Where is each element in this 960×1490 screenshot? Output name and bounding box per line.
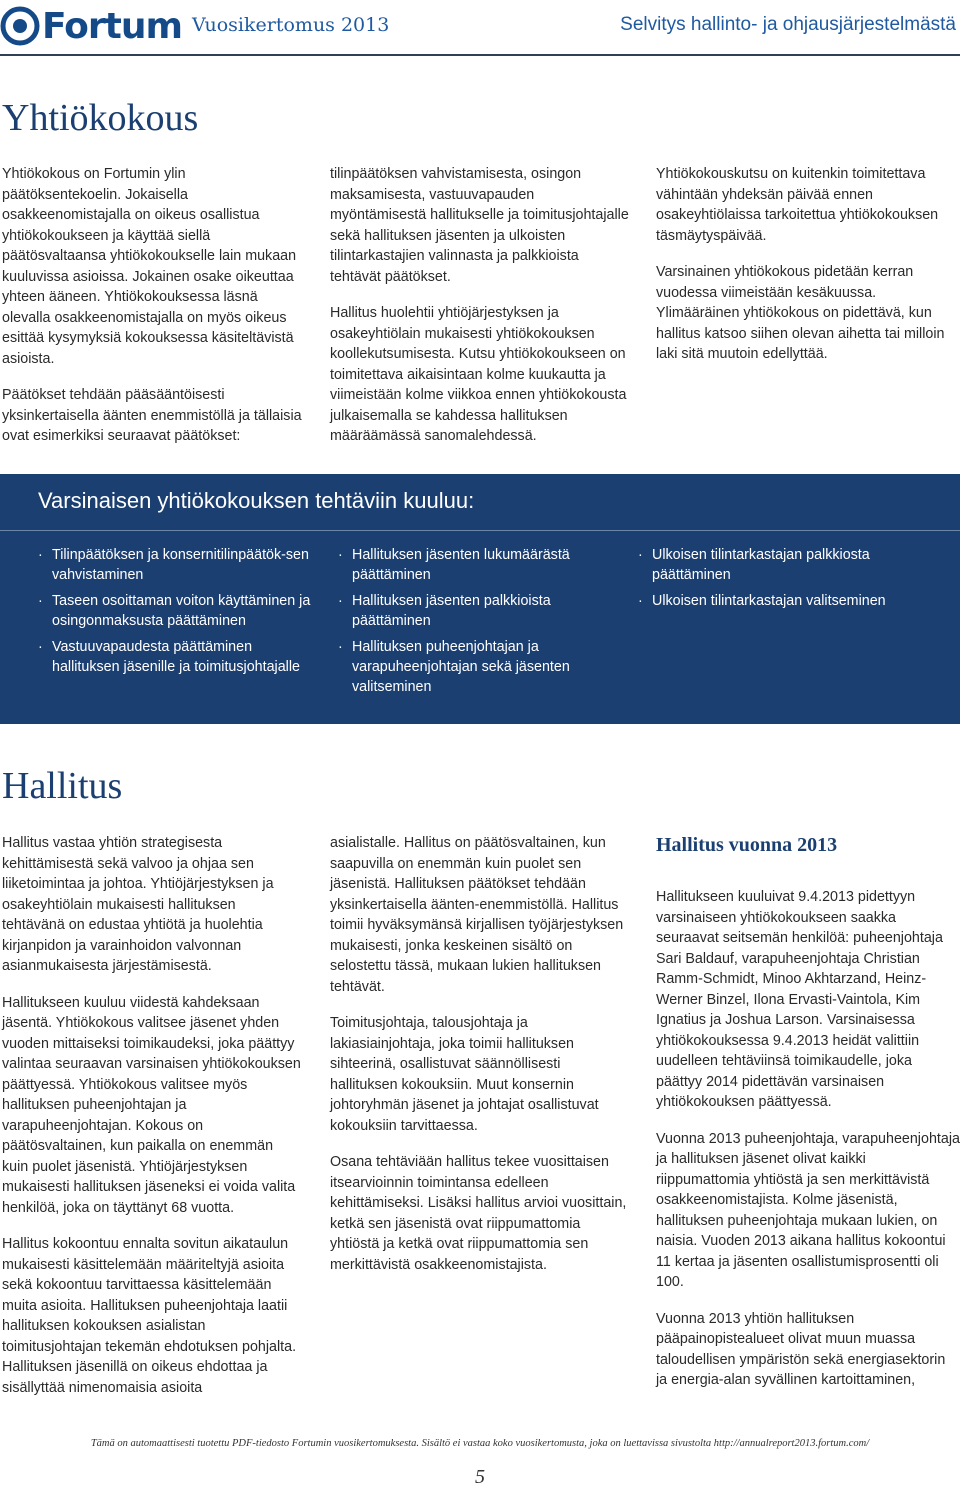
paragraph: Hallitus kokoontuu ennalta sovitun aikataulun mukaisesti käsittelemään määriteltyjä asioita sekä kokoontuu tarvittaessa käsittelemään muita asioita. Hallituksen puheenjohtaja laatii hallituksen kokouksen asialistan toimitusjohtajan tekemän ehdotuksen pohjalta. Hallituksen jäsenillä on oikeus ehdottaa ja sisällyttää nimenomaisia asioita xyxy=(2,1236,297,1396)
paragraph: Yhtiökokous on Fortumin ylin päätöksentekoelin. Jokaisella osakkeenomistajalla on oikeus osallistua yhtiökokoukseen ja käyttää siellä päätösvaltaansa yhtiökokoukselle lain mukaan kuuluvissa asioissa. Jokainen osake oikeuttaa yhteen ääneen. Yhtiökokouksessa läsnä olevalla osakkeenomistajalla on myös oikeus esittää kysymyksiä kokouksessa käsiteltävistä asioista. xyxy=(2,166,297,367)
fortum-logo xyxy=(0,4,182,48)
paragraph: Yhtiökokouskutsu on kuitenkin toimitettava vähintään yhdeksän päivää ennen osakeyhtiölaissa tarkoitettua yhtiökokouksen täsmäytyspäivää. xyxy=(656,166,939,244)
board-2013-heading: Hallitus vuonna 2013 xyxy=(656,834,838,856)
footer-note: Tämä on automaattisesti tuotettu PDF-tiedosto Fortumin vuosikertomuksesta. Sisältö ei vastaa koko vuosikertomusta, joka on luettavissa sivustolta http://annualreport2013.fortum.com/ xyxy=(90,1438,870,1449)
paragraph: Varsinainen yhtiökokous pidetään kerran vuodessa viimeistään kesäkuussa. Ylimääräinen yhtiökokous on pidettävä, kun hallitus katsoo siihen olevan aihetta tai milloin laki sitä muutoin edellyttää. xyxy=(656,264,945,362)
list-item: · Ulkoisen tilintarkastajan palkkiosta päättäminen xyxy=(638,545,938,585)
list-item: · Hallituksen jäsenten palkkioista päättäminen xyxy=(338,591,603,631)
fortum-logo-icon xyxy=(0,6,40,46)
paragraph: Päätökset tehdään pääsääntöisesti yksinkertaisella äänten enemmistöllä ja tällaisia ovat esimerkiksi seuraavat päätökset: xyxy=(2,387,302,444)
board-heading: Hallitus xyxy=(2,765,123,807)
list-item: · Tilinpäätöksen ja konsernitilinpäätök-sen vahvistaminen xyxy=(38,545,313,585)
paragraph: tilinpäätöksen vahvistamisesta, osingon maksamisesta, vastuuvapauden myöntämisestä hallitukselle ja toimitusjohtajalle sekä hallituksen jäsenten ja ulkoisten tilintarkastajien valinnasta ja palkkioista tehtävät päätökset. xyxy=(330,166,629,285)
report-title: Vuosikertomus 2013 xyxy=(192,14,390,36)
duties-list-2 xyxy=(338,545,603,703)
agm-column-1 xyxy=(2,164,302,463)
page-number: 5 xyxy=(475,1466,485,1488)
duties-list-1 xyxy=(38,545,313,683)
paragraph: Vuonna 2013 yhtiön hallituksen pääpainopistealueet olivat muun muassa taloudellisen ympäristön sekä energiasektorin ja energia-alan syvällinen kartoittaminen, xyxy=(656,1310,946,1388)
list-item: · Hallituksen puheenjohtajan ja varapuheenjohtajan sekä jäsenten valitseminen xyxy=(338,637,603,697)
duties-list-3 xyxy=(638,545,938,617)
logo-wordmark: Fortum xyxy=(42,5,182,47)
list-item: · Ulkoisen tilintarkastajan valitseminen xyxy=(638,591,938,611)
board-column-2 xyxy=(330,833,630,1291)
paragraph: Hallitus huolehtii yhtiöjärjestyksen ja osakeyhtiölain mukaisesti yhtiökokouksen koollekutsumisesta. Kutsu yhtiökokoukseen on toimitettava aikaisintaan kolme kuukautta ja viimeistään kolme viikkoa ennen yhtiökokousta julkaisemalla se kahdessa hallituksen määräämässä sanomalehdessä. xyxy=(330,305,627,444)
paragraph: asialistalle. Hallitus on päätösvaltainen, kun saapuvilla on enemmän kuin puolet sen jäsenistä. Hallituksen päätökset tehdään yksinkertaisella äänten-enemmistöllä. Hallitus toimii hyväksymänsä kirjallisen työjärjestyksen mukaisesti, jonka keskeinen sisältö on selostettu tässä, mukaan lukien hallituksen tehtävät. xyxy=(330,835,624,995)
paragraph: Hallitukseen kuuluu viidestä kahdeksaan jäsentä. Yhtiökokous valitsee jäsenet yhden vuoden mittaiseksi toimikaudeksi, joka päättyy valintaa seuraavan varsinaisen yhtiökokouksen päättyessä. Yhtiökokous valitsee myös hallituksen puheenjohtajan ja varapuheenjohtajan. Kokous on päätösvaltainen, kun paikalla on enemmän kuin puolet jäsenistä. Yhtiöjärjestyksen mukaisesti hallituksen jäseneksi ei voida valita henkilöä, joka on täyttänyt 68 vuotta. xyxy=(2,994,301,1216)
board-column-3 xyxy=(656,887,960,1407)
list-item: · Hallituksen jäsenten lukumäärästä päättäminen xyxy=(338,545,603,585)
list-item: · Vastuuvapaudesta päättäminen hallituksen jäsenille ja toimitusjohtajalle xyxy=(38,637,313,677)
agm-column-2 xyxy=(330,164,632,463)
header-divider xyxy=(0,54,960,56)
agm-duties-title: Varsinaisen yhtiökokouksen tehtäviin kuuluu: xyxy=(38,488,475,513)
box-divider xyxy=(0,530,960,531)
agm-heading: Yhtiökokous xyxy=(2,97,199,139)
paragraph: Toimitusjohtaja, talousjohtaja ja lakiasiainjohtaja, joka toimii hallituksen sihteerinä, osallistuvat säännöllisesti hallituksen kokouksiin. Muut konsernin johtoryhmän jäsenet ja johtajat osallistuvat kokouksiin tarvittaessa. xyxy=(330,1015,599,1134)
paragraph: Osana tehtäviään hallitus tekee vuosittaisen itsearvioinnin toimintansa edelleen kehittämiseksi. Lisäksi hallitus arvioi vuosittain, ketkä sen jäsenistä ovat riippumattomia yhtiöstä ja ketkä ovat riippumattomia sen merkittävistä osakkeenomistajista. xyxy=(330,1154,627,1273)
paragraph: Hallitus vastaa yhtiön strategisesta kehittämisestä sekä valvoo ja ohjaa sen liiketoimintaa ja johtoa. Yhtiöjärjestyksen ja osakeyhtiölain mukaisesti hallituksen tehtävänä on edustaa yhtiötä ja huolehtia kirjanpidon ja varainhoidon valvonnan asianmukaisesta järjestämisestä. xyxy=(2,835,274,974)
list-item: · Taseen osoittaman voiton käyttäminen ja osingonmaksusta päättäminen xyxy=(38,591,313,631)
paragraph: Vuonna 2013 puheenjohtaja, varapuheenjohtaja ja hallituksen jäsenet olivat kaikki riippumattomia yhtiöstä ja sen merkittävistä osakkeenomistajista. Kolme jäsenistä, hallituksen puheenjohtaja mukaan lukien, on naisia. Vuoden 2013 aikana hallitus kokoontui 11 kertaa ja jäsenten osallistumisprosentti oli 100. xyxy=(656,1130,960,1290)
paragraph: Hallitukseen kuuluivat 9.4.2013 pidettyyn varsinaiseen yhtiökokoukseen saakka seuraavat seitsemän henkilöä: puheenjohtaja Sari Baldauf, varapuheenjohtaja Christian Ramm-Schmidt, Minoo Akhtarzand, Heinz-Werner Binzel, Ilona Ervasti-Vaintola, Kim Ignatius ja Joshua Larson. Varsinaisessa yhtiökokouksessa 9.4.2013 heidät valittiin uudelleen tehtäviinsä toimikaudelle, joka päättyy 2014 pidettävän varsinaisen yhtiökokouksen päättyessä. xyxy=(656,889,943,1110)
agm-column-3 xyxy=(656,164,960,381)
board-column-1 xyxy=(2,833,302,1414)
section-title: Selvitys hallinto- ja ohjausjärjestelmästä xyxy=(620,14,956,35)
